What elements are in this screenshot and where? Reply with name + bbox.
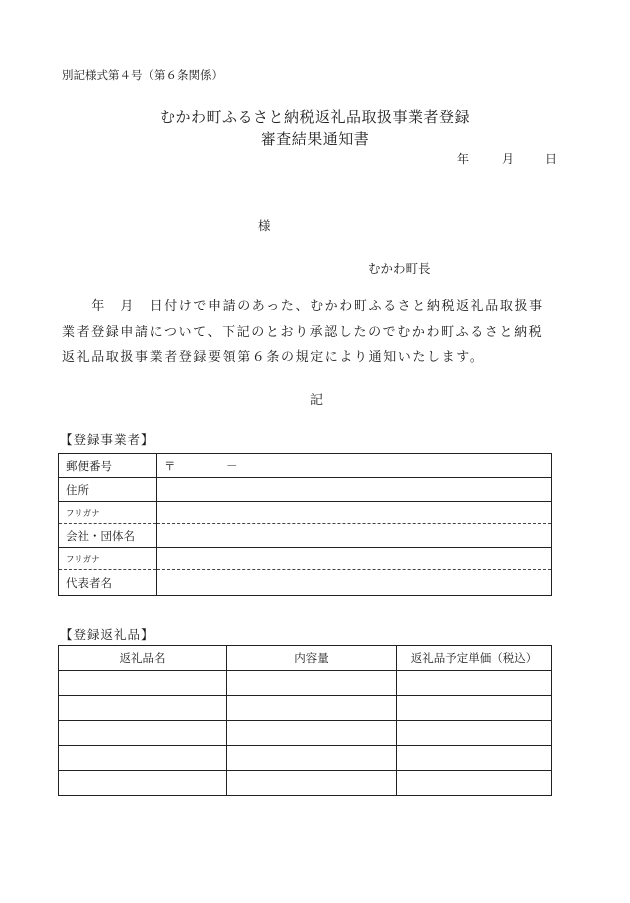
- form-number: 別記様式第４号（第６条関係）: [62, 68, 223, 82]
- unit-price-cell[interactable]: [397, 771, 552, 796]
- document-title: むかわ町ふるさと納税返礼品取扱事業者登録: [159, 108, 470, 126]
- registered-operator-table: [58, 453, 552, 596]
- representative-furigana-label: フリガナ: [59, 548, 157, 570]
- postal-code-label: 郵便番号: [59, 454, 157, 478]
- body-line: 返礼品取扱事業者登録要領第６条の規定により通知いたします。: [62, 350, 485, 365]
- gift-name-header: 返礼品名: [59, 646, 227, 671]
- unit-price-cell[interactable]: [397, 696, 552, 721]
- postal-mark: 〒: [164, 458, 176, 473]
- addressee-suffix: 様: [258, 218, 271, 233]
- gift-name-cell[interactable]: [59, 721, 227, 746]
- date-month: 月: [502, 152, 515, 166]
- gift-name-cell[interactable]: [59, 696, 227, 721]
- company-furigana-field[interactable]: [157, 502, 552, 524]
- postal-code-field[interactable]: [157, 454, 552, 478]
- gift-name-cell[interactable]: [59, 771, 227, 796]
- note-heading: 記: [310, 393, 324, 408]
- company-name-field[interactable]: [157, 524, 552, 548]
- contents-cell[interactable]: [227, 746, 397, 771]
- body-line: 業者登録申請について、下記のとおり承認したのでむかわ町ふるさと納税: [62, 324, 544, 340]
- table-row: [59, 671, 552, 696]
- date-day: 日: [545, 152, 558, 166]
- contents-header: 内容量: [227, 646, 397, 671]
- body-line: 年 月 日付けで申請のあった、むかわ町ふるさと納税返礼品取扱事: [62, 299, 544, 314]
- registered-gifts-table: [58, 645, 552, 796]
- sender-name: むかわ町長: [368, 261, 431, 276]
- representative-furigana-field[interactable]: [157, 548, 552, 570]
- table-row: [59, 771, 552, 796]
- contents-cell[interactable]: [227, 721, 397, 746]
- document-subtitle: 審査結果通知書: [260, 130, 370, 148]
- date-year: 年: [457, 152, 470, 166]
- notice-body: [62, 294, 562, 371]
- representative-name-label: 代表者名: [59, 570, 157, 596]
- table-row: [59, 696, 552, 721]
- table-row: [59, 746, 552, 771]
- representative-name-field[interactable]: [157, 570, 552, 596]
- gift-name-cell[interactable]: [59, 671, 227, 696]
- gift-name-cell[interactable]: [59, 746, 227, 771]
- contents-cell[interactable]: [227, 771, 397, 796]
- registered-gifts-heading: 【登録返礼品】: [60, 627, 155, 642]
- contents-cell[interactable]: [227, 671, 397, 696]
- unit-price-cell[interactable]: [397, 671, 552, 696]
- postal-dash: －: [226, 458, 238, 473]
- registered-operator-heading: 【登録事業者】: [60, 432, 155, 447]
- unit-price-cell[interactable]: [397, 746, 552, 771]
- contents-cell[interactable]: [227, 696, 397, 721]
- company-furigana-label: フリガナ: [59, 502, 157, 524]
- address-field[interactable]: [157, 478, 552, 502]
- table-row: [59, 721, 552, 746]
- unit-price-header: 返礼品予定単価（税込）: [397, 646, 552, 671]
- unit-price-cell[interactable]: [397, 721, 552, 746]
- address-label: 住所: [59, 478, 157, 502]
- company-name-label: 会社・団体名: [59, 524, 157, 548]
